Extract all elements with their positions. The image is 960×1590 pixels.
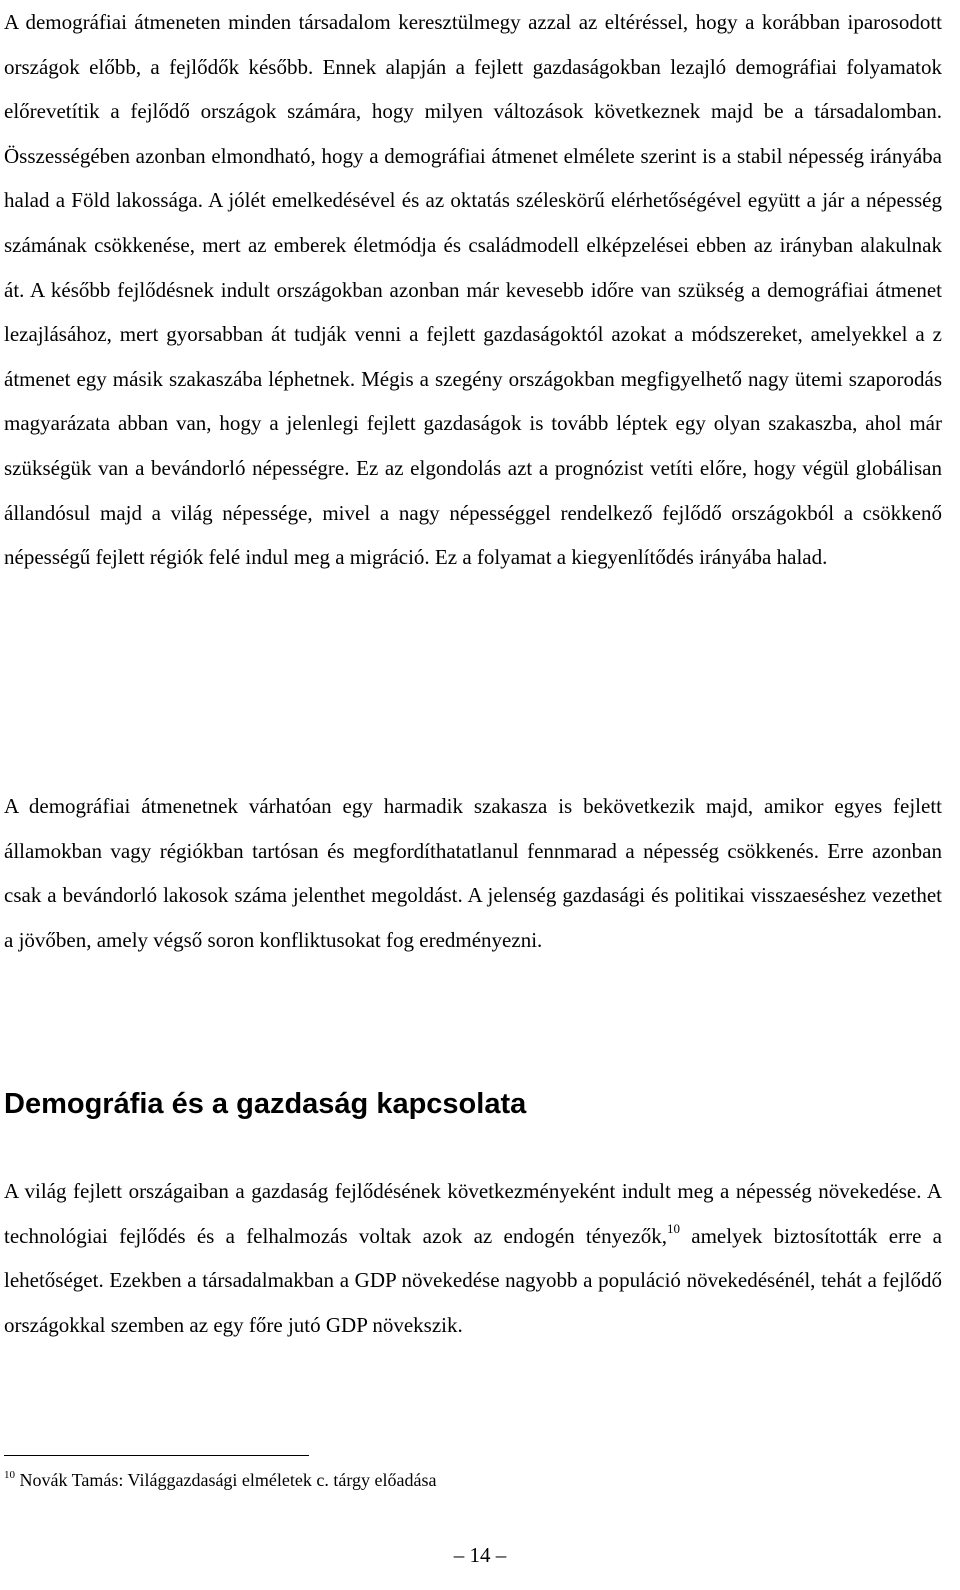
body-paragraph-demographic-transition: A demográfiai átmeneten minden társadalom keresztülmegy azzal az eltéréssel, hogy a korábban iparosodott országok előbb, a fejlődők később. Ennek alapján a fejlett gazdaságokban lezajló demográfiai folyamatok előrevetítik a fejlődő országok számára, hogy milyen változások következnek majd be a társadalomban. Összességében azonban elmondható, hogy a demográfiai átmenet elmélete szerint is a stabil népesség irányába halad a Föld lakossága. A jólét emelkedésével és az oktatás széleskörű elérhetőségével együtt a jár a népesség számának csökkenése, mert az emberek életmódja és családmodell elképzelései ebben az irányban alakulnak át. A később fejlődésnek indult országokban azonban már kevesebb időre van szükség a demográfiai átmenet lezajlásához, mert gyorsabban át tudják venni a fejlett gazdaságoktól azokat a módszereket, amelyekkel a z átmenet egy másik szakaszába léphetnek. Mégis a szegény országokban megfigyelhető nagy ütemi szaporodás magyarázata abban van, hogy a jelenlegi fejlett gazdaságok is tovább léptek egy olyan szakaszba, ahol már szükségük van a bevándorló népességre. Ez az elgondolás azt a prognózist vetíti előre, hogy végül globálisan állandósul majd a világ népessége, mivel a nagy népességgel rendelkező fejlődő országokból a csökkenő népességű fejlett régiók felé indul meg a migráció. Ez a folyamat a kiegyenlítődés irányába halad. xyxy=(4,10,942,570)
body-paragraph-third-stage: A demográfiai átmenetnek várhatóan egy harmadik szakasza is bekövetkezik majd, amikor egyes fejlett államokban vagy régiókban tartósan és megfordíthatatlanul fennmarad a népesség csökkenés. Erre azonban csak a bevándorló lakosok száma jelenthet megoldást. A jelenség gazdasági és politikai visszaeséshez vezethet a jövőben, amely végső soron konfliktusokat fog eredményezni. xyxy=(4,794,942,952)
paragraph-text-end: amelyek biztosították erre a lehetőséget. Ezekben a társadalmakban a GDP növekedése nagyobb a populáció növekedésénél, tehát a fejlődő országokkal szemben az egy főre jutó GDP növekszik. xyxy=(4,1223,942,1337)
paragraph-text-start: A világ fejlett országaiban a gazdaság fejlődésének következményeként indult meg a népesség növekedése. A technológiai fejlődés és a felhalmozás voltak azok az endogén tényezők, xyxy=(4,1179,942,1248)
footnote-reference[interactable]: 10 xyxy=(666,1220,680,1236)
footnote-text: Novák Tamás: Világgazdasági elméletek c. tárgy előadása xyxy=(15,1470,437,1490)
section-heading: Demográfia és a gazdaság kapcsolata xyxy=(4,1088,527,1120)
body-paragraph-economy xyxy=(4,1169,942,1347)
footnote xyxy=(4,1468,437,1492)
footnote-number: 10 xyxy=(4,1469,15,1481)
page-number: – 14 – xyxy=(453,1543,507,1567)
footnote-separator xyxy=(4,1455,309,1456)
